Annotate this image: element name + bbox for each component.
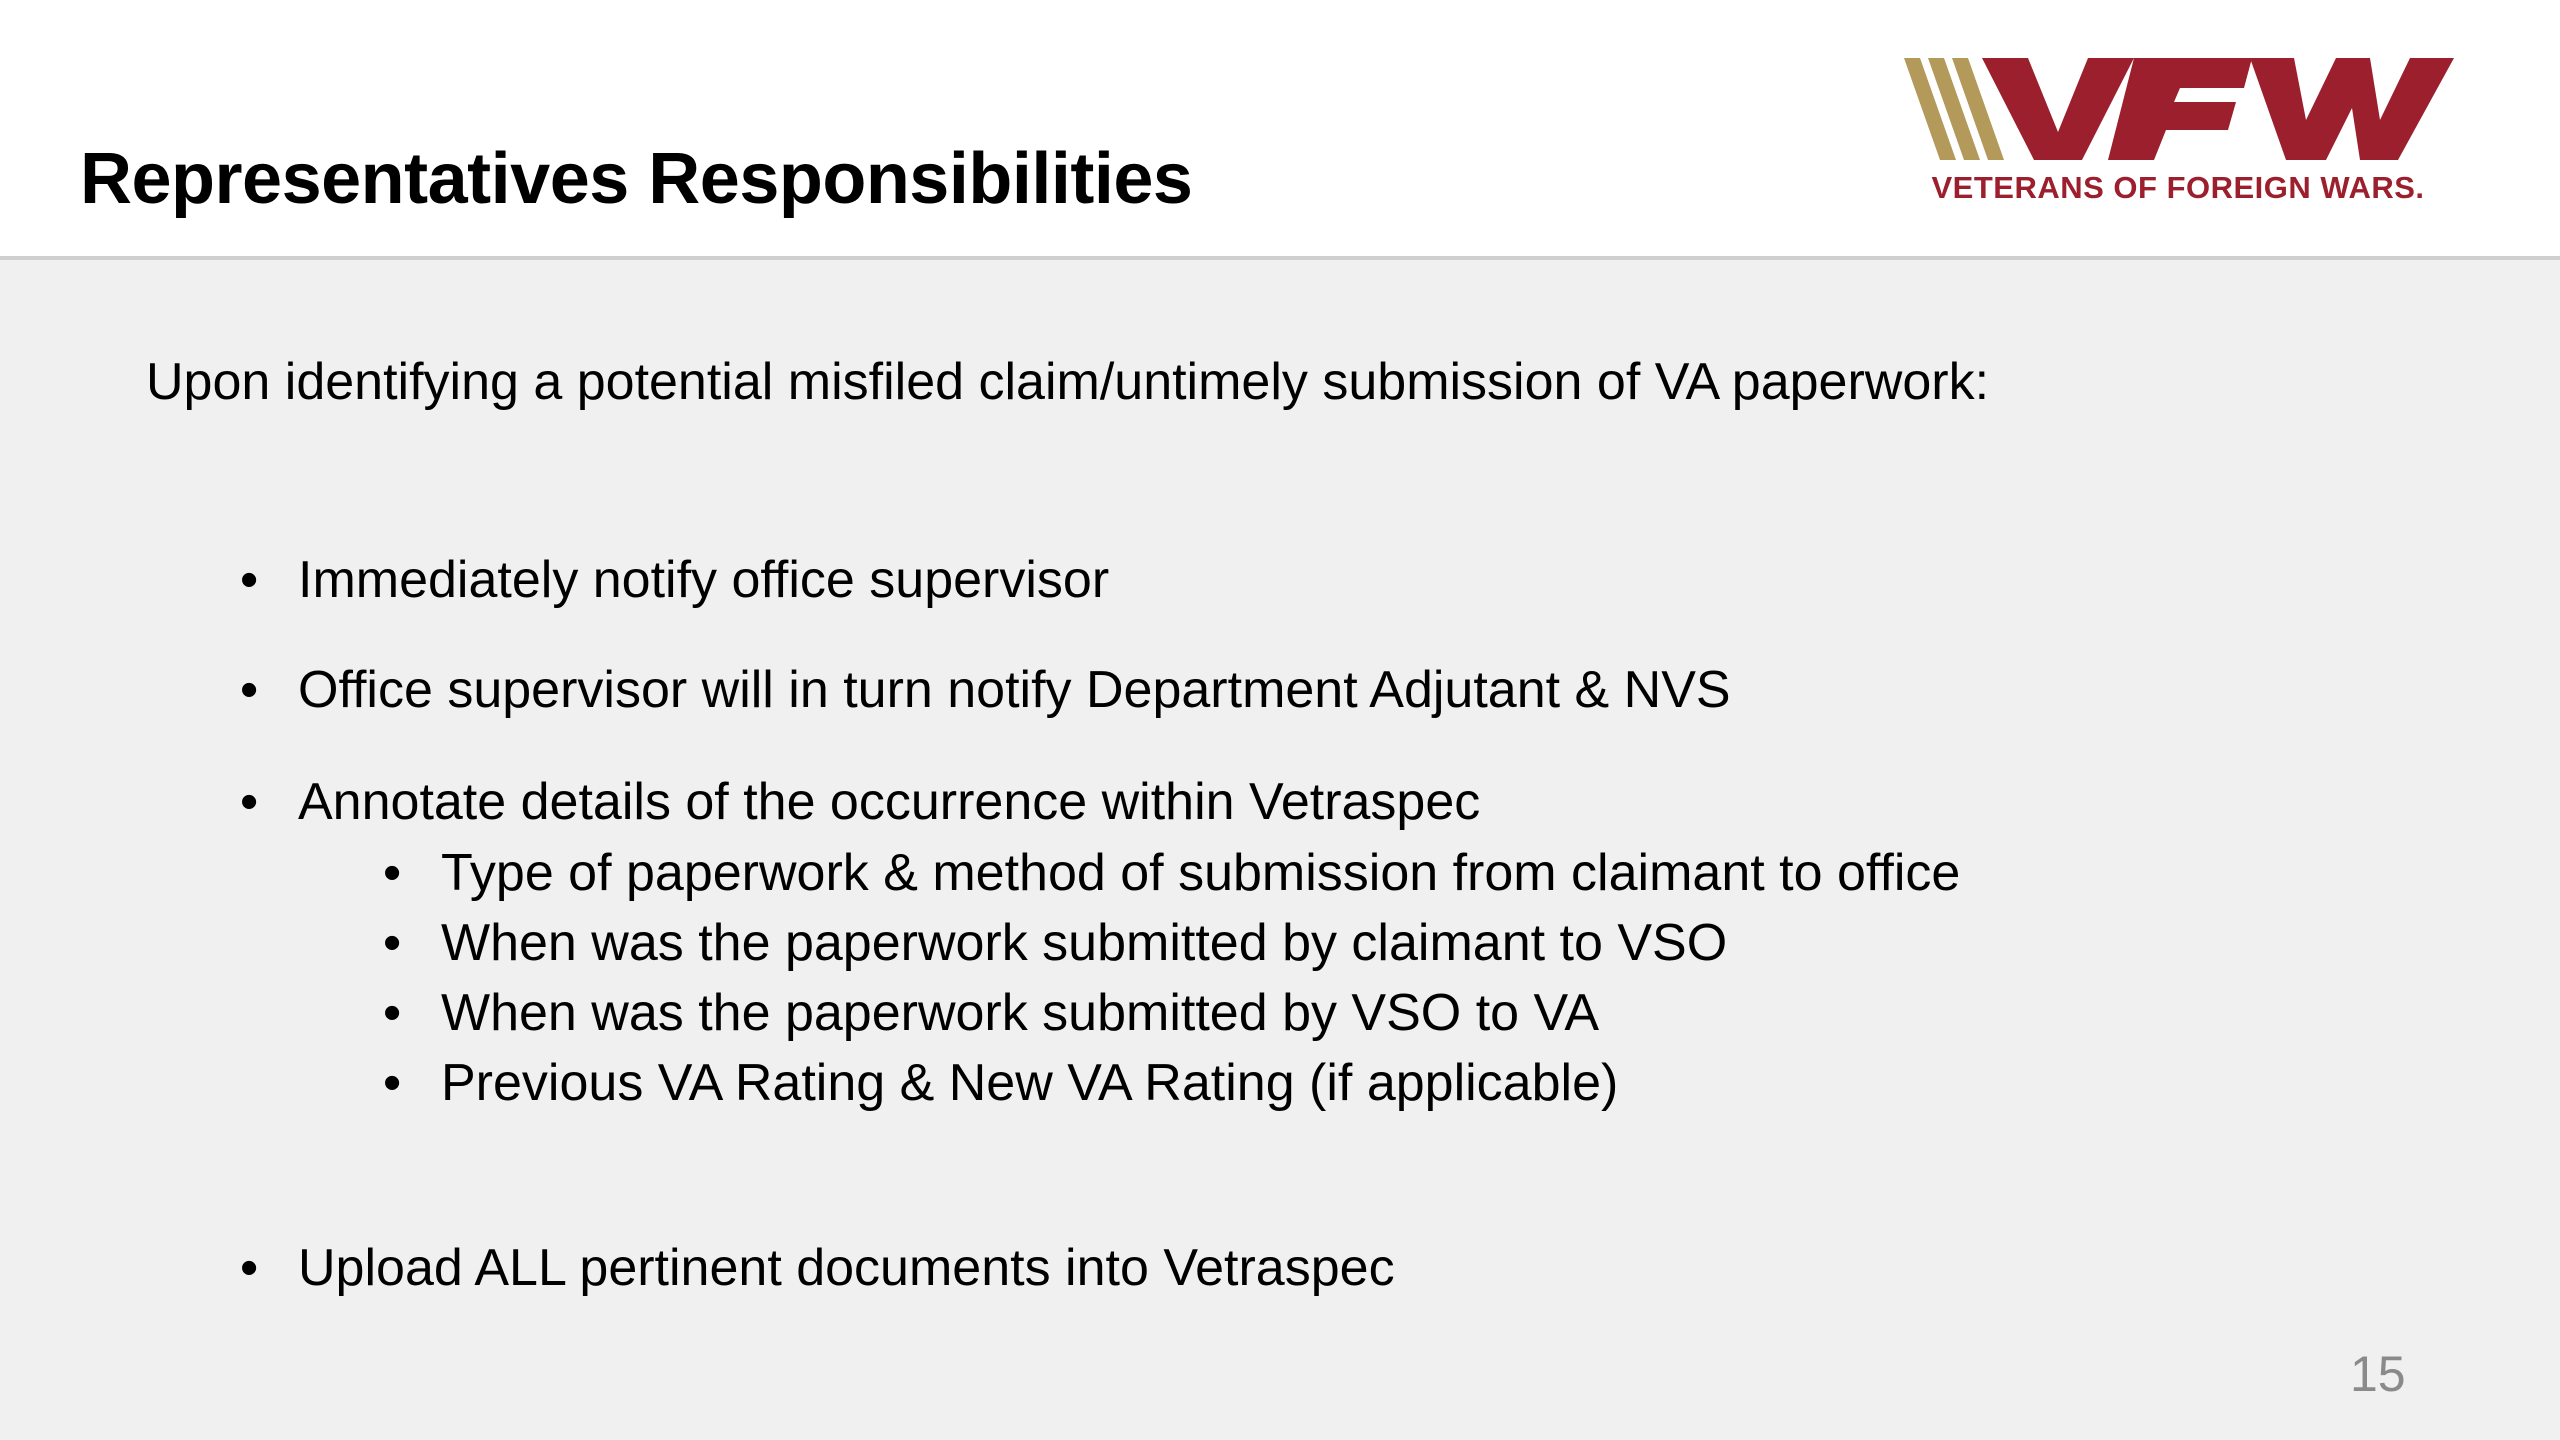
sub-bullet-text: Type of paperwork & method of submission from claimant to office xyxy=(441,844,1961,902)
sub-bullet-icon: • xyxy=(383,1054,402,1112)
sub-bullet-item xyxy=(383,843,1960,903)
sub-bullet-item xyxy=(383,1053,1618,1113)
vfw-logo xyxy=(1898,50,2458,220)
sub-bullet-icon: • xyxy=(383,984,402,1042)
vfw-wordmark-icon xyxy=(1898,50,2458,165)
sub-bullet-item xyxy=(383,983,1599,1043)
bullet-icon: • xyxy=(240,773,259,831)
bullet-text: Annotate details of the occurrence within Vetraspec xyxy=(298,773,1481,831)
slide-title: Representatives Responsibilities xyxy=(80,139,1193,219)
bullet-item xyxy=(240,1238,1395,1298)
bullet-item xyxy=(240,550,1109,610)
bullet-item xyxy=(240,660,1731,720)
bullet-icon: • xyxy=(240,661,259,719)
bullet-icon: • xyxy=(240,551,259,609)
sub-bullet-icon: • xyxy=(383,844,402,902)
page-number: 15 xyxy=(2350,1346,2406,1402)
sub-bullet-text: When was the paperwork submitted by claimant to VSO xyxy=(441,914,1728,972)
logo-subtitle: VETERANS OF FOREIGN WARS. xyxy=(1931,170,2425,205)
sub-bullet-item xyxy=(383,913,1727,973)
intro-text: Upon identifying a potential misfiled claim/untimely submission of VA paperwork: xyxy=(146,353,1990,411)
sub-bullet-text: Previous VA Rating & New VA Rating (if applicable) xyxy=(441,1054,1619,1112)
sub-bullet-icon: • xyxy=(383,914,402,972)
bullet-text: Immediately notify office supervisor xyxy=(298,551,1110,609)
bullet-item xyxy=(240,772,1480,832)
sub-bullet-text: When was the paperwork submitted by VSO to VA xyxy=(441,984,1600,1042)
bullet-icon: • xyxy=(240,1239,259,1297)
bullet-text: Upload ALL pertinent documents into Vetraspec xyxy=(298,1239,1395,1297)
bullet-text: Office supervisor will in turn notify Department Adjutant & NVS xyxy=(298,661,1731,719)
